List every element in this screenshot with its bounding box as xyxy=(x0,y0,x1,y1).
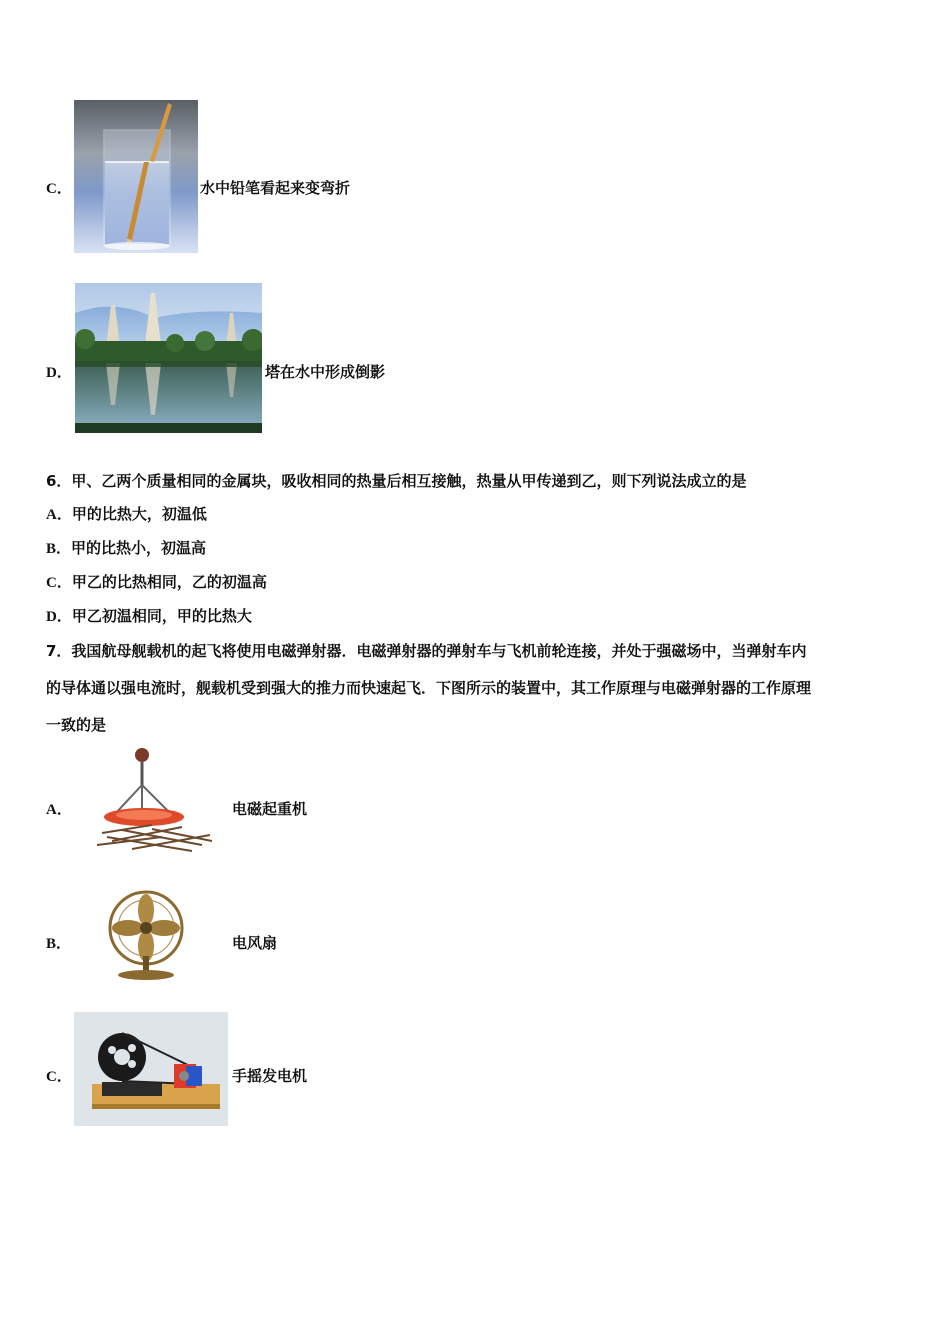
q6-option-c-text: 甲乙的比热相同，乙的初温高 xyxy=(71,573,267,591)
q7-option-c-text: 手摇发电机 xyxy=(232,1067,308,1085)
q6-option-c xyxy=(46,571,267,592)
electric-fan-image xyxy=(100,890,192,982)
hand-crank-generator-image xyxy=(74,1012,228,1126)
q6-option-b-letter: B． xyxy=(46,541,72,557)
pencil-in-water-image xyxy=(74,100,198,253)
q7-stem-line-3: 一致的是 xyxy=(46,716,107,734)
q6-option-b xyxy=(46,537,206,558)
q5-option-c-text: 水中铅笔看起来变弯折 xyxy=(200,179,351,197)
q6-option-d-letter: D． xyxy=(46,609,72,625)
q6-stem: 6．甲、乙两个质量相同的金属块，吸收相同的热量后相互接触，热量从甲传递到乙，则下列说法成立的是 xyxy=(46,472,747,490)
q5-option-d-letter: D． xyxy=(46,365,72,381)
q6-option-a-letter: A． xyxy=(46,507,72,523)
q6-option-c-letter: C． xyxy=(46,575,72,591)
q7-option-c-letter: C． xyxy=(46,1069,72,1085)
q7-stem-line-2: 的导体通以强电流时，舰载机受到强大的推力而快速起飞．下图所示的装置中，其工作原理与电磁弹射器的工作原理 xyxy=(46,679,812,697)
q6-option-a-text: 甲的比热大，初温低 xyxy=(71,505,207,523)
q7-stem-line-1: 7．我国航母舰载机的起飞将使用电磁弹射器．电磁弹射器的弹射车与飞机前轮连接，并处于强磁场中，当弹射车内 xyxy=(46,642,807,660)
q6-option-b-text: 甲的比热小，初温高 xyxy=(71,539,207,557)
q6-option-d-text: 甲乙初温相同，甲的比热大 xyxy=(71,607,252,625)
q6-option-a xyxy=(46,503,207,524)
pagoda-reflection-image xyxy=(75,283,262,433)
q5-option-c-letter: C． xyxy=(46,181,72,197)
q6-option-d xyxy=(46,605,252,626)
q7-option-a-text: 电磁起重机 xyxy=(232,800,308,818)
q7-option-a-letter: A． xyxy=(46,802,72,818)
q5-option-d-text: 塔在水中形成倒影 xyxy=(265,363,386,381)
q7-option-b-letter: B． xyxy=(46,936,72,952)
electromagnetic-crane-image xyxy=(92,745,216,860)
q7-option-b-text: 电风扇 xyxy=(232,934,278,952)
